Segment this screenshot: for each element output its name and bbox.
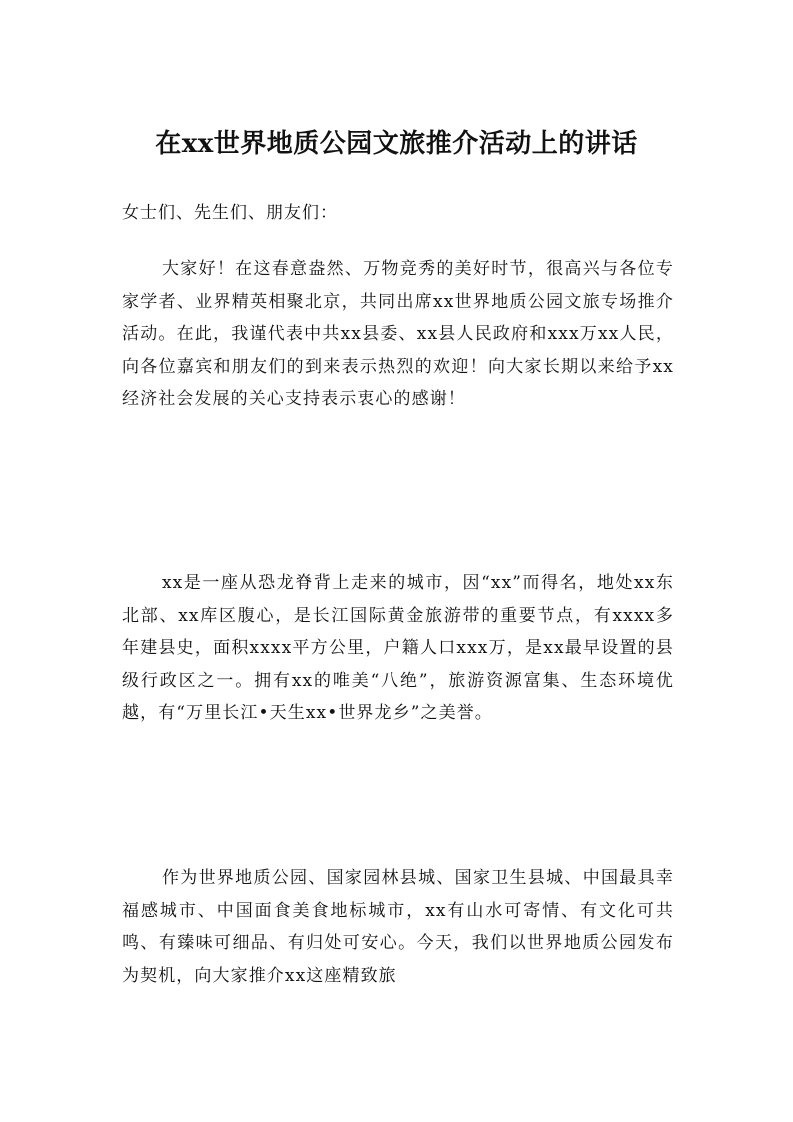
paragraph-city-intro: xx是一座从恐龙脊背上走来的城市，因“xx”而得名，地处xx东北部、xx库区腹心，是长江国际黄金旅游带的重要节点，有xxxx多年建县史，面积xxxx平方公里，户籍人口xxx万，是xx最早设置的县级行政区之一。拥有xx的唯美“八绝”，旅游资源富集、生态环境优越，有“万里长江•天生xx•世界龙乡”之美誉。 bbox=[122, 573, 674, 724]
paragraph-welcome: 大家好！在这春意盎然、万物竞秀的美好时节，很高兴与各位专家学者、业界精英相聚北京，共同出席xx世界地质公园文旅专场推介活动。在此，我谨代表中共xx县委、xx县人民政府和xxx万xx人民，向各位嘉宾和朋友们的到来表示热烈的欢迎！向大家长期以来给予xx经济社会发展的关心支持表示衷心的感谢！ bbox=[122, 259, 674, 410]
paragraph-promotion: 作为世界地质公园、国家园林县城、国家卫生县城、中国最具幸福感城市、中国面食美食地标城市，xx有山水可寄情、有文化可共鸣、有臻味可细品、有归处可安心。今天，我们以世界地质公园发布为契机，向大家推介xx这座精致旅 bbox=[122, 868, 674, 986]
salutation: 女士们、先生们、朋友们： bbox=[122, 203, 338, 223]
document-title: 在xx世界地质公园文旅推介活动上的讲话 bbox=[155, 129, 638, 159]
